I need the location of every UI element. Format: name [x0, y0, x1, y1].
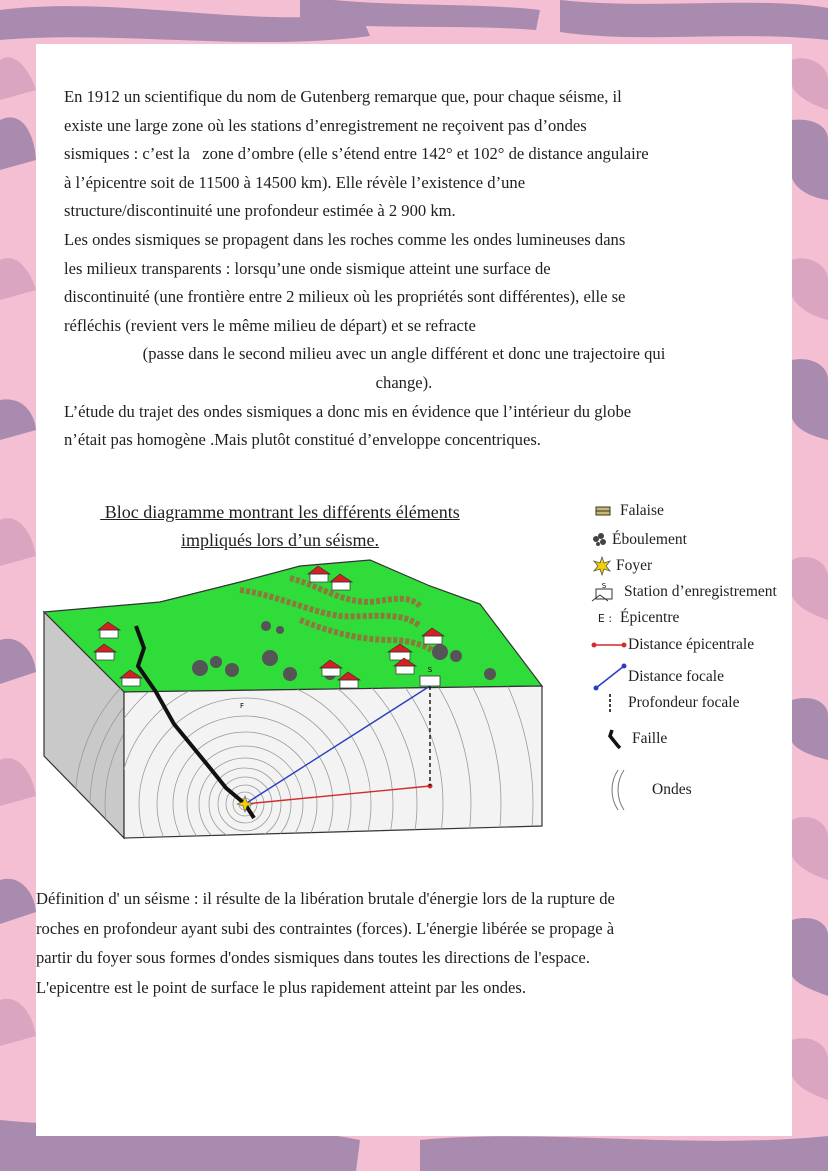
faille-icon — [590, 728, 632, 750]
legend-label: Profondeur focale — [628, 694, 740, 711]
legend-item-eboulement — [590, 529, 687, 551]
legend-label: Foyer — [616, 557, 653, 574]
epicentre-icon: E : — [597, 611, 613, 625]
legend-label: Falaise — [620, 502, 664, 519]
legend-item-epicentre — [590, 609, 679, 627]
intro-line: à l’épicentre soit de 11500 à 14500 km). Elle révèle l’existence d’une — [64, 172, 526, 192]
foyer-icon — [590, 555, 616, 577]
definition-line: roches en profondeur ayant subi des contraintes (forces). L'énergie libérée se propage à — [36, 918, 615, 938]
profondeur-focale-icon — [590, 692, 628, 714]
svg-text:S: S — [427, 666, 433, 674]
intro-line: En 1912 un scientifique du nom de Gutenberg remarque que, pour chaque séisme, il — [64, 87, 622, 106]
legend-item-distance-focale — [590, 662, 724, 692]
definition-line: partir du foyer sous formes d'ondes sismiques dans toutes les directions de l'espace. — [36, 948, 590, 967]
falaise-icon — [590, 500, 620, 522]
intro-line: Les ondes sismiques se propagent dans les roches comme les ondes lumineuses dans — [64, 229, 626, 249]
earthquake-block-diagram — [40, 556, 560, 846]
ondes-icon — [590, 768, 652, 812]
intro-line: sismiques : c’est la zone d’ombre (elle s’étend entre 142° et 102° de distance angulaire — [64, 144, 649, 164]
svg-text:S: S — [601, 582, 607, 590]
intro-line: structure/discontinuité une profondeur estimée à 2 900 km. — [64, 201, 456, 221]
diagram-title-line: Bloc diagramme montrant les différents éléments — [100, 502, 460, 522]
definition-text — [36, 884, 796, 1002]
legend-item-distance-epicentrale — [590, 634, 754, 656]
intro-line: réfléchis (revient vers le même milieu de départ) et se refracte — [64, 315, 476, 335]
diagram-title — [60, 498, 500, 554]
diagram-title-line: impliqués lors d’un séisme. — [181, 530, 379, 550]
legend-label: Épicentre — [620, 609, 680, 626]
intro-line: (passe dans le second milieu avec un angle différent et donc une trajectoire qui — [142, 344, 666, 364]
station-icon — [590, 581, 624, 603]
intro-line: n’était pas homogène .Mais plutôt constitué d’enveloppe concentriques. — [64, 430, 541, 450]
foyer-label: F — [240, 702, 245, 710]
legend-item-profondeur-focale — [590, 692, 739, 714]
definition-line: Définition d' un séisme : il résulte de la libération brutale d'énergie lors de la rupture de — [36, 889, 615, 908]
intro-line: les milieux transparents : lorsqu’une onde sismique atteint une surface de — [64, 258, 551, 278]
distance-focale-icon — [590, 662, 628, 692]
legend-item-station — [590, 581, 777, 603]
legend-item-faille — [590, 728, 667, 750]
intro-line: change). — [375, 372, 433, 392]
legend-label: Station d’enregistrement — [624, 583, 777, 600]
legend-label: Distance focale — [628, 668, 724, 685]
intro-text — [64, 83, 794, 455]
legend-label: Distance épicentrale — [628, 636, 755, 653]
eboulement-icon — [590, 529, 612, 551]
definition-line: L'epicentre est le point de surface le plus rapidement atteint par les ondes. — [36, 977, 527, 997]
legend-item-falaise — [590, 500, 664, 522]
intro-line: existe une large zone où les stations d’enregistrement ne reçoivent pas d’ondes — [64, 115, 587, 135]
distance-epicentrale-icon — [590, 634, 628, 656]
legend-item-foyer — [590, 555, 652, 577]
legend-label: Faille — [632, 730, 668, 747]
legend-label: Ondes — [652, 781, 692, 798]
legend-label: Éboulement — [612, 531, 687, 548]
intro-line: L’étude du trajet des ondes sismiques a donc mis en évidence que l’intérieur du globe — [64, 401, 632, 421]
intro-line: discontinuité (une frontière entre 2 milieux où les propriétés sont différentes), elle se — [64, 287, 626, 307]
legend-item-ondes — [590, 768, 692, 812]
